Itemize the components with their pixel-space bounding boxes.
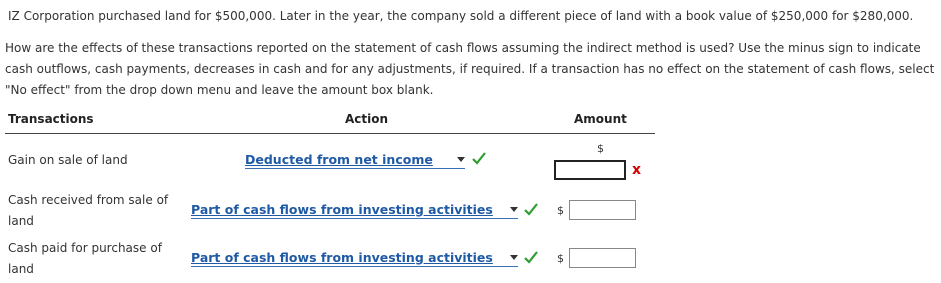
row-2-action-dropdown[interactable] [191, 200, 518, 219]
checkmark-icon [523, 201, 539, 217]
row-1-currency: $ [597, 142, 604, 155]
row-3-action-value: Part of cash flows from investing activities [191, 249, 493, 265]
row-1-transaction: Gain on sale of land [8, 153, 128, 167]
header-amount: Amount [574, 112, 627, 126]
row-1-action-value: Deducted from net income [245, 151, 433, 167]
row-2-currency: $ [557, 204, 564, 217]
row-1-action-dropdown[interactable] [245, 150, 465, 169]
checkmark-icon [523, 249, 539, 265]
question-intro: IZ Corporation purchased land for $500,000. Later in the year, the company sold a different piece of land with a book value of $250,000 for $280,000. [8, 9, 914, 23]
row-3-currency: $ [557, 252, 564, 265]
chevron-down-icon [510, 255, 518, 260]
chevron-down-icon [510, 207, 518, 212]
row-3-action-dropdown[interactable] [191, 248, 518, 267]
checkmark-icon [471, 150, 487, 166]
row-3-transaction: Cash paid for purchase of land [8, 241, 162, 276]
header-transactions: Transactions [8, 112, 94, 126]
row-3-amount-input[interactable] [569, 248, 636, 268]
header-divider [5, 133, 655, 134]
row-2-action-value: Part of cash flows from investing activities [191, 201, 493, 217]
row-1-amount-input[interactable] [554, 160, 626, 180]
wrong-mark-icon: x [632, 162, 642, 178]
question-instructions: How are the effects of these transactions reported on the statement of cash flows assuming the indirect method is used? Use the minus sign to indicate cash outflows, cash payments, decreases in cash and for any adjustments, if required. If a transaction has no effect on the statement of cash flows, select "No effect" from the drop down menu and leave the amount box blank. [5, 41, 935, 97]
header-action: Action [345, 112, 389, 126]
row-2-transaction: Cash received from sale of land [8, 193, 169, 228]
row-2-amount-input[interactable] [569, 200, 636, 220]
chevron-down-icon [457, 157, 465, 162]
